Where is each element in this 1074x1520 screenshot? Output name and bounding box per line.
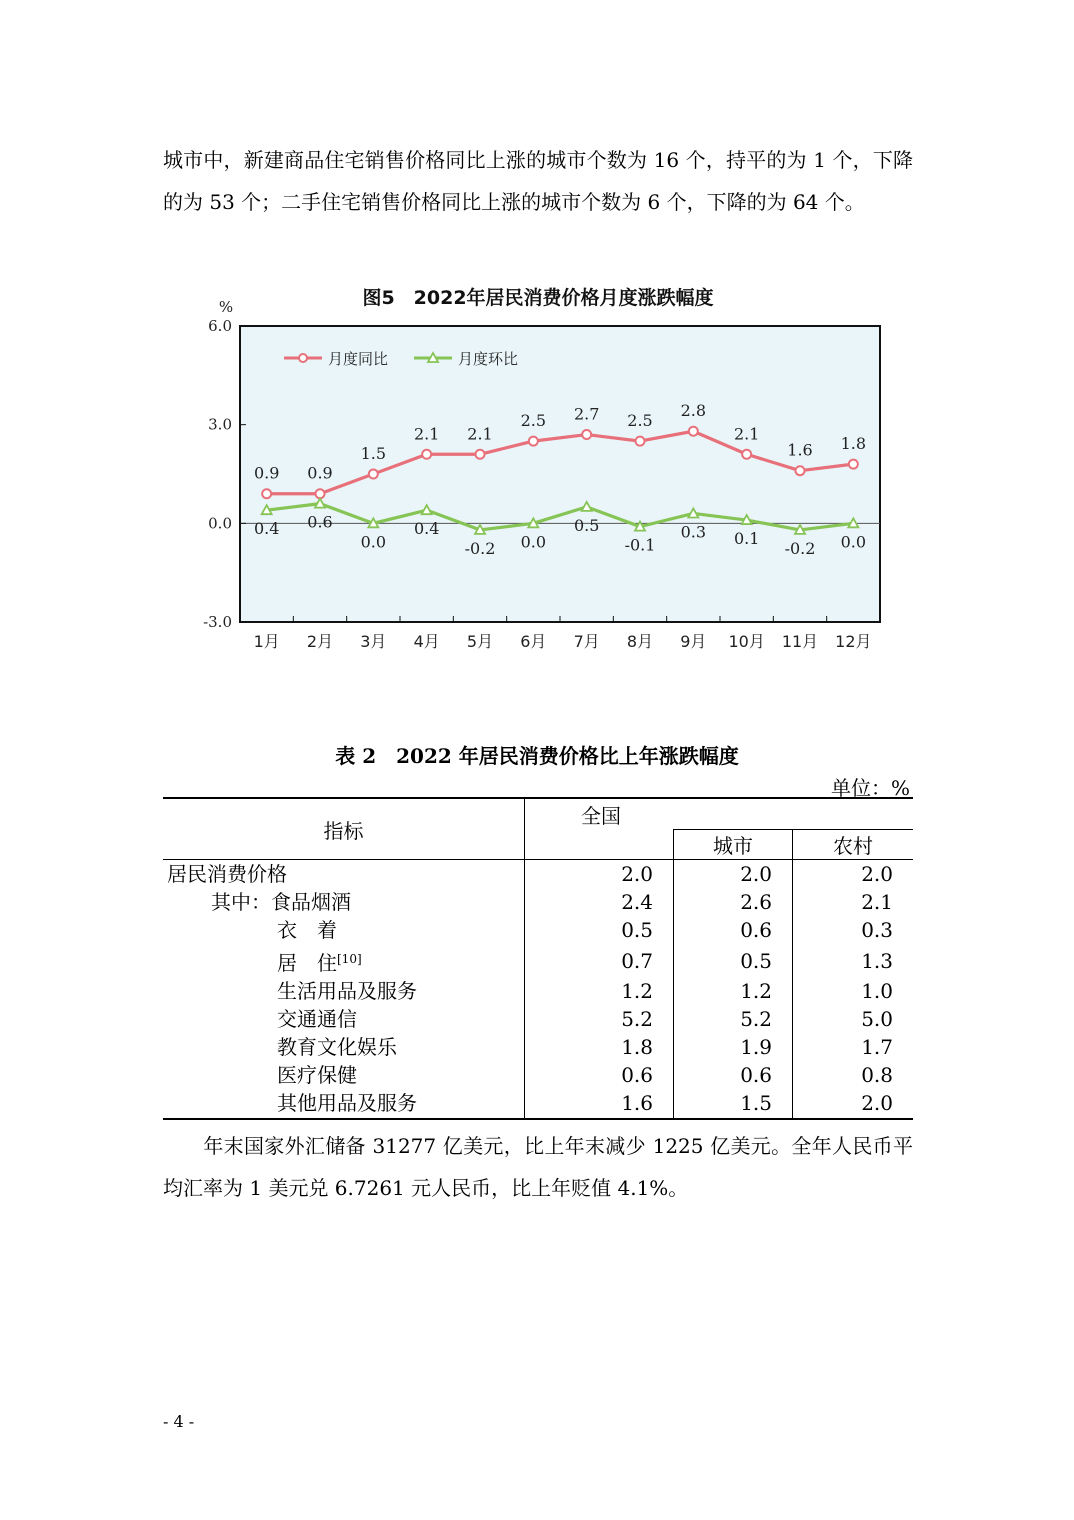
data-label-mom: 0.4 (253, 519, 280, 539)
point-yoy (422, 450, 431, 459)
plot-area (240, 326, 880, 622)
data-label-yoy: 2.1 (413, 424, 440, 444)
cell-city: 5.2 (674, 1005, 793, 1033)
cell-rural: 5.0 (793, 1005, 914, 1033)
data-label-yoy: 2.1 (733, 424, 760, 444)
chart-title: 图5 2022年居民消费价格月度涨跌幅度 (362, 287, 714, 309)
paragraph-forex-text: 年末国家外汇储备 31277 亿美元，比上年末减少 1225 亿美元。全年人民币平均汇率为 1 美元兑 6.7261 元人民币，比上年贬值 4.1%。 (163, 1134, 913, 1200)
row-label: 交通通信 (163, 1005, 525, 1033)
x-tick-label: 10月 (728, 632, 765, 651)
data-label-yoy: 2.5 (520, 411, 547, 431)
table-row (163, 916, 913, 944)
table-body (163, 860, 913, 1119)
data-label-yoy: 1.5 (360, 444, 387, 463)
cell-city: 1.5 (674, 1089, 793, 1118)
data-label-yoy: 2.8 (680, 401, 707, 421)
x-tick-label: 3月 (360, 632, 387, 651)
point-yoy (529, 437, 538, 446)
data-label-yoy: 1.8 (840, 434, 867, 454)
table-unit: 单位：% (830, 776, 910, 800)
table-row (163, 977, 913, 1005)
x-tick-label: 6月 (520, 632, 547, 651)
row-label: 衣 着 (163, 916, 525, 944)
data-label-mom: -0.1 (624, 535, 656, 555)
data-label-mom: 0.6 (307, 512, 333, 532)
cell-national: 0.5 (621, 918, 653, 943)
data-label-mom: 0.0 (840, 532, 867, 552)
point-yoy (582, 430, 591, 439)
x-tick-label: 4月 (413, 632, 440, 651)
point-yoy (796, 466, 805, 475)
paragraph-forex-reserves (163, 1125, 913, 1209)
x-tick-label: 2月 (306, 632, 334, 651)
x-tick-label: 5月 (466, 632, 494, 651)
table-row (163, 1089, 913, 1118)
cell-rural: 1.0 (793, 977, 914, 1005)
data-label-yoy: 0.9 (307, 463, 333, 483)
cell-rural: 2.1 (793, 888, 914, 916)
cell-rural: 1.3 (793, 945, 914, 977)
row-label: 居民消费价格 (163, 860, 525, 889)
data-label-mom: -0.2 (784, 538, 816, 558)
y-tick-label: -3.0 (203, 613, 232, 631)
cell-rural: 2.0 (793, 1089, 914, 1118)
x-tick-label: 12月 (835, 632, 872, 651)
cell-national: 2.4 (621, 890, 653, 915)
cell-rural: 1.7 (793, 1033, 914, 1061)
row-label: 其他用品及服务 (163, 1089, 525, 1118)
data-label-mom: 0.0 (520, 532, 547, 552)
point-yoy (636, 437, 645, 446)
header-national: 全国 (525, 798, 914, 830)
table-row (163, 945, 913, 977)
cell-rural: 0.8 (793, 1061, 914, 1089)
x-tick-label: 9月 (680, 632, 707, 651)
header-indicator: 指标 (163, 798, 525, 860)
table-row (163, 1061, 913, 1089)
y-tick-label: 0.0 (208, 514, 232, 533)
point-yoy (369, 470, 378, 479)
point-yoy (476, 450, 485, 459)
cpi-table (163, 797, 913, 1120)
cell-national: 1.2 (621, 978, 653, 1003)
row-label (163, 945, 525, 977)
cell-city: 1.2 (674, 977, 793, 1005)
cell-city: 0.6 (674, 916, 793, 944)
y-tick-label: 6.0 (208, 317, 232, 335)
cell-city: 0.5 (674, 945, 793, 977)
data-label-yoy: 2.5 (627, 411, 653, 431)
data-label-yoy: 1.6 (787, 440, 813, 460)
cell-city: 1.9 (674, 1033, 793, 1061)
row-label: 生活用品及服务 (163, 977, 525, 1005)
row-label: 其中：食品烟酒 (163, 888, 525, 916)
x-tick-label: 8月 (626, 632, 654, 651)
data-label-mom: 0.1 (733, 529, 760, 549)
data-label-yoy: 2.1 (467, 424, 493, 444)
row-label: 医疗保健 (163, 1061, 525, 1089)
legend-label: 月度同比 (328, 350, 389, 368)
page-number: - 4 - (163, 1412, 195, 1431)
y-tick-label: 3.0 (208, 415, 232, 434)
point-yoy (689, 427, 698, 436)
legend-marker-yoy (299, 354, 307, 362)
point-yoy (262, 489, 271, 498)
cell-city: 2.0 (674, 860, 793, 889)
point-yoy (849, 460, 858, 469)
point-yoy (742, 450, 751, 459)
header-national-spacer (525, 830, 674, 860)
cell-rural: 0.3 (793, 916, 914, 944)
table-title: 表 2 2022 年居民消费价格比上年涨跌幅度 (335, 744, 739, 768)
cpi-monthly-chart (178, 274, 898, 668)
data-label-yoy: 0.9 (253, 463, 280, 483)
table-row (163, 1005, 913, 1033)
cell-national: 1.8 (621, 1035, 653, 1060)
cell-national: 1.6 (525, 1089, 674, 1118)
data-label-mom: 0.0 (360, 532, 387, 552)
row-label: 教育文化娱乐 (163, 1033, 525, 1061)
x-tick-label: 1月 (253, 632, 280, 651)
cell-national: 5.2 (621, 1006, 653, 1031)
footnote-ref: [10] (337, 951, 362, 966)
data-label-yoy: 2.7 (573, 404, 600, 424)
legend-label: 月度环比 (458, 350, 519, 368)
y-axis-unit: % (218, 298, 234, 316)
cell-rural: 2.0 (793, 860, 914, 889)
data-label-mom: 0.3 (680, 522, 707, 542)
cell-national: 0.6 (621, 1063, 653, 1088)
x-tick-label: 11月 (781, 632, 819, 651)
cell-national: 0.7 (621, 948, 653, 973)
data-label-mom: 0.4 (413, 519, 440, 539)
cell-national: 2.0 (621, 862, 653, 887)
x-tick-label: 7月 (573, 632, 600, 651)
row-label-text: 居 住 (277, 950, 337, 975)
header-rural: 农村 (793, 830, 914, 860)
cpi-chart-svg (178, 274, 898, 668)
table-row (163, 1033, 913, 1061)
table-row (163, 860, 913, 889)
paragraph-housing-prices: 城市中，新建商品住宅销售价格同比上涨的城市个数为 16 个，持平的为 1 个，下降的为 53 个；二手住宅销售价格同比上涨的城市个数为 6 个，下降的为 64 个。 (163, 148, 913, 214)
table-row (163, 888, 913, 916)
cell-city: 2.6 (674, 888, 793, 916)
cell-city: 0.6 (674, 1061, 793, 1089)
data-label-mom: 0.5 (573, 515, 600, 535)
header-city: 城市 (674, 830, 793, 860)
data-label-mom: -0.2 (464, 538, 496, 558)
